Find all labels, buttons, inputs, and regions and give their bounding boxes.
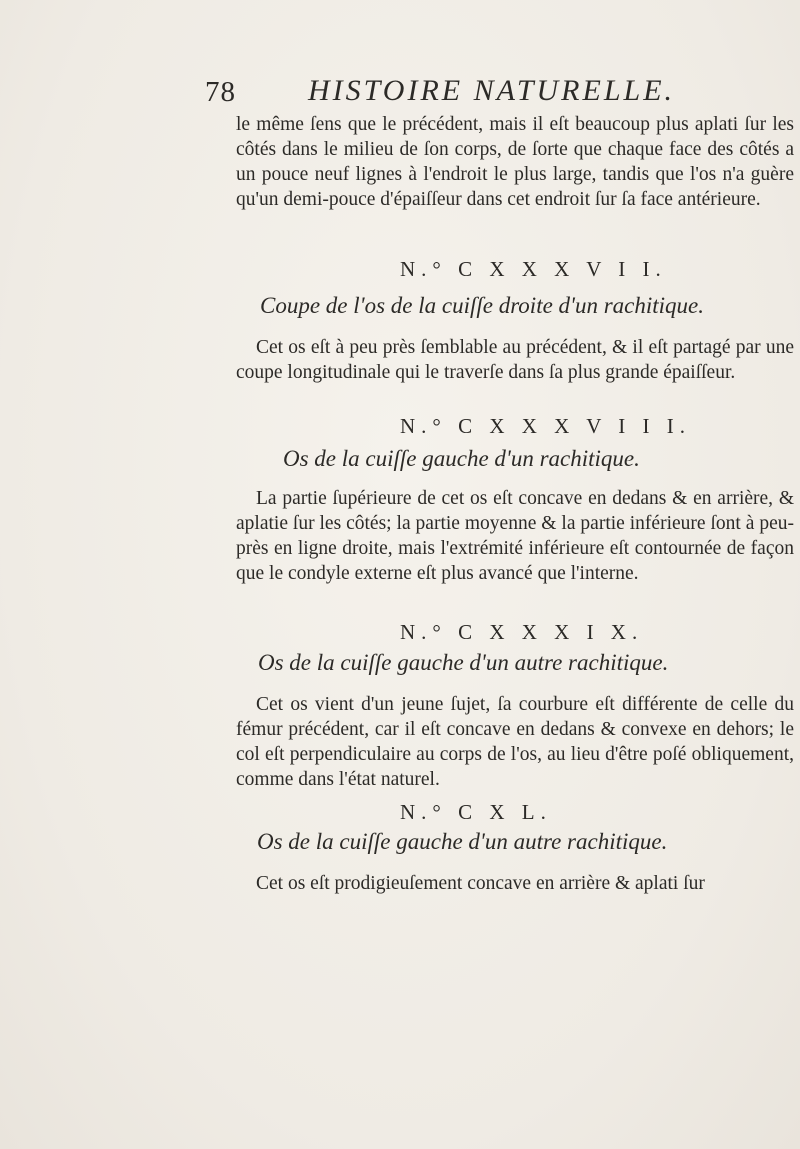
- section-number: N.° C X L.: [400, 800, 552, 824]
- section-text: [236, 871, 794, 896]
- page-header: [205, 70, 676, 110]
- section-text: [236, 692, 794, 792]
- section-paragraph: Cet os vient d'un jeune ſujet, ſa courbure eſt différente de celle du fémur précédent, car il eſt concave en dedans & convexe en dehors; le col eſt perpendiculaire au corps de l'os, au lieu d'être poſé obliquement, comme dans l'état naturel.: [236, 694, 794, 790]
- section-text: [236, 486, 794, 586]
- paragraph-continued: le même ſens que le précédent, mais il eſt beaucoup plus aplati ſur les côtés dans le milieu de ſon corps, de ſorte que chaque face des côtés a un pouce neuf lignes à l'endroit le plus large, tandis que l'os n'a guère qu'un demi-pouce d'épaiſſeur dans cet endroit ſur ſa face antérieure.: [236, 114, 794, 210]
- section-text: [236, 335, 794, 385]
- section-paragraph: La partie ſupérieure de cet os eſt concave en dedans & en arrière, & aplatie ſur les côtés; la partie moyenne & la partie inférieure ſont à peu-près en ligne droite, mais l'extrémité inférieure eſt contournée de façon que le condyle externe eſt plus avancé que l'interne.: [236, 488, 794, 584]
- section-paragraph: Cet os eſt prodigieuſement concave en arrière & aplati ſur: [256, 873, 705, 894]
- page-number: 78: [205, 76, 236, 108]
- section-title: Os de la cuiſſe gauche d'un rachitique.: [283, 446, 640, 471]
- section-title: Coupe de l'os de la cuiſſe droite d'un rachitique.: [260, 293, 704, 318]
- running-title: HISTOIRE NATURELLE.: [308, 74, 676, 107]
- section-number: N.° C X X X V I I.: [400, 257, 667, 281]
- section-number: N.° C X X X V I I I.: [400, 414, 691, 438]
- section-paragraph: Cet os eſt à peu près ſemblable au précédent, & il eſt partagé par une coupe longitudinale qui le traverſe dans ſa plus grande épaiſſeur.: [236, 337, 794, 383]
- section-number: N.° C X X X I X.: [400, 620, 644, 644]
- section-title: Os de la cuiſſe gauche d'un autre rachitique.: [257, 829, 668, 854]
- text-block-1: [236, 112, 794, 212]
- section-title: Os de la cuiſſe gauche d'un autre rachitique.: [258, 650, 669, 675]
